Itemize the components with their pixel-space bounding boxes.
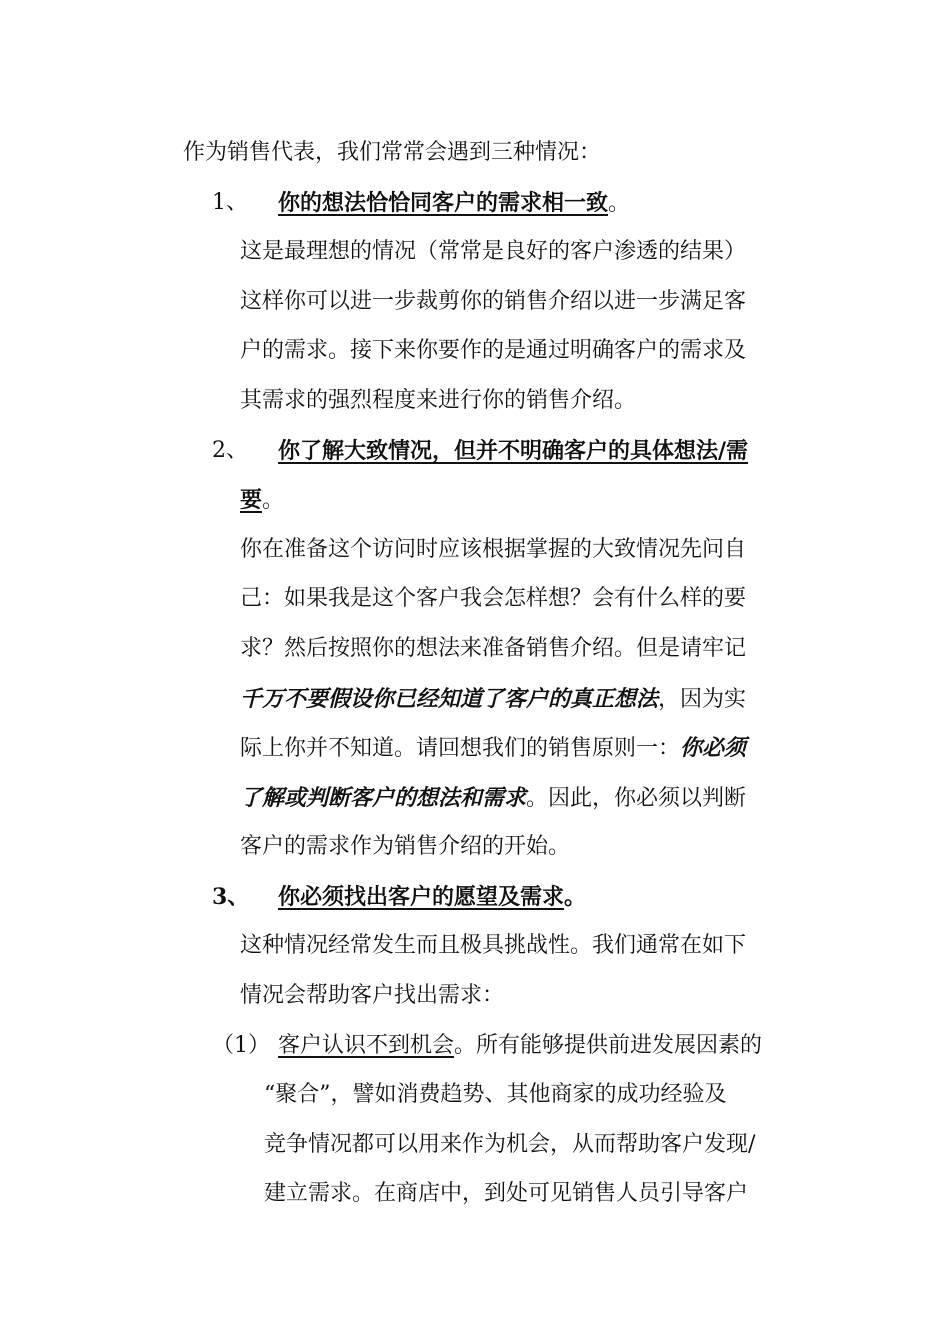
sub-item-1-title: 客户认识不到机会 [278,1033,455,1058]
section-2-line-6 [240,783,746,813]
sub-item-1-line-3: 竞争情况都可以用来作为机会，从而帮助客户发现/ [264,1132,756,1157]
section-2-line-2: 己：如果我是这个客户我会怎样想？会有什么样的要 [240,586,747,611]
sub-item-1-line-4: 建立需求。在商店中，到处可见销售人员引导客户 [264,1181,749,1206]
section-1-heading [278,188,630,218]
section-3-heading-text: 你必须找出客户的愿望及需求 [278,884,565,910]
section-3-heading-period: 。 [564,884,587,910]
section-2-heading-period: 。 [262,488,285,513]
sub-item-1-line-1 [278,1031,762,1061]
section-2-heading-text-1: 你了解大致情况，但并不明确客户的具体想法/需 [278,438,749,464]
section-2-line-1: 你在准备这个访问时应该根据掌握的大致情况先问自 [240,537,747,562]
section-1-heading-text: 你的想法恰恰同客户的需求相一致 [278,190,609,216]
intro-paragraph: 作为销售代表，我们常常会遇到三种情况： [183,140,602,165]
section-2-heading-line-2 [240,485,284,515]
emphasis-principle-part-1: 你必须 [680,735,747,761]
section-2-line-5 [240,733,746,763]
section-1-number: 1、 [212,190,248,215]
sub-item-1-number: （1） [212,1033,270,1058]
sub-item-1-line-2: “聚合”，譬如消费趋势、其他商家的成功经验及 [264,1082,727,1107]
section-1-heading-period: 。 [608,191,631,216]
section-1-line-4: 其需求的强烈程度来进行你的销售介绍。 [240,388,637,413]
section-2-line-4-rest: ，因为实 [658,687,747,712]
section-1-line-2: 这样你可以进一步裁剪你的销售介绍以进一步满足客 [240,289,747,314]
section-2-number: 2、 [212,438,248,463]
section-3-number: 3、 [212,884,250,910]
section-2-line-4 [240,684,746,714]
section-2-heading-text-2: 要 [240,487,263,513]
emphasis-assumption-warning: 千万不要假设你已经知道了客户的真正想法 [240,686,659,712]
section-1-line-1: 这是最理想的情况（常常是良好的客户渗透的结果） [240,239,747,264]
section-2-line-5-text: 际上你并不知道。请回想我们的销售原则一： [240,736,681,761]
section-2-line-3: 求？然后按照你的想法来准备销售介绍。但是请牢记 [240,636,747,661]
sub-item-1-rest: 。所有能够提供前进发展因素的 [454,1033,763,1058]
section-3-heading [278,882,586,912]
section-2-line-7: 客户的需求作为销售介绍的开始。 [240,834,571,859]
section-3-line-1: 这种情况经常发生而且极具挑战性。我们通常在如下 [240,933,747,958]
emphasis-principle-part-2: 了解或判断客户的想法和需求 [240,785,527,811]
section-1-line-3: 户的需求。接下来你要作的是通过明确客户的需求及 [240,338,747,363]
section-2-line-6-rest: 。因此，你必须以判断 [526,786,747,811]
section-3-line-2: 情况会帮助客户找出需求： [240,983,505,1008]
section-2-heading-line-1 [278,436,748,466]
